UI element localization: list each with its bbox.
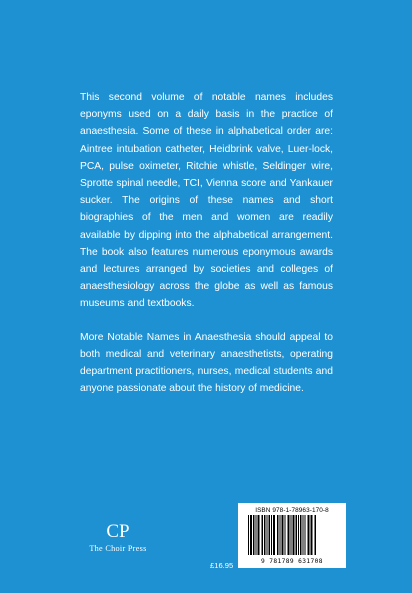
barcode-icon bbox=[246, 515, 338, 557]
publisher-logo bbox=[76, 522, 160, 553]
blurb-paragraph-2: More Notable Names in Anaesthesia should appeal to both medical and veterinary anaesthetists, operating department practitioners, nurses, medical students and anyone passionate about the history of medicine. bbox=[80, 331, 333, 395]
isbn-barcode-box bbox=[238, 503, 346, 568]
price-label: £16.95 bbox=[210, 561, 234, 570]
blurb-paragraph-1: This second volume of notable names includes eponyms used on a daily basis in the practice of anaesthesia. Some of these in alphabetical order are: Aintree intubation catheter, Heidbrink valve, Luer-lock, PCA, pulse oximeter, Ritchie whistle, Seldinger wire, Sprotte spinal needle, TCI, Vienna score and Yankauer sucker. The origins of these names and short biographies of the men and women are readily available by dipping into the alphabetical arrangement. The book also features numerous eponymous awards and lectures arranged by societies and colleges of anaesthesiology across the globe as well as famous museums and textbooks. bbox=[80, 92, 333, 310]
choir-press-logo-icon: CP bbox=[106, 521, 130, 542]
barcode-digits: 9 781789 631708 bbox=[261, 558, 323, 565]
blurb-text bbox=[80, 89, 333, 397]
isbn-label: ISBN 978-1-78963-170-8 bbox=[255, 507, 329, 514]
publisher-name: The Choir Press bbox=[89, 544, 147, 553]
